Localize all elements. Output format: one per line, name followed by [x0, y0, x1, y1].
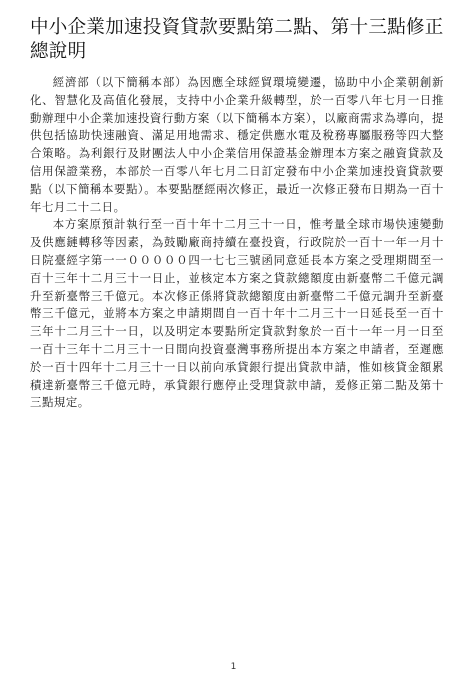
paragraph-background: 經濟部（以下簡稱本部）為因應全球經貿環境變遷，協助中小企業朝創新化、智慧化及高值化發展，支持中小企業升級轉型，於一百零八年七月一日推動辦理中小企業加速投資行動方案（以下簡稱本方案），以廠商需求為導向，提供包括協助快速融資、滿足用地需求、穩定供應水電及稅務專屬服務等四大整合策略。為利銀行及財團法人中小企業信用保證基金辦理本方案之融資貸款及信用保證業務，本部於一百零八年七月二日訂定發布中小企業加速投資貸款要點（以下簡稱本要點）。本要點歷經兩次修正，最近一次修正發布日期為一百十年七月二十二日。 [30, 75, 444, 214]
document-title: 中小企業加速投資貸款要點第二點、第十三點修正總說明 [30, 17, 444, 62]
page-number: 1 [230, 662, 237, 672]
document-body [30, 74, 444, 412]
paragraph-amendment: 本方案原預計執行至一百十年十二月三十一日，惟考量全球市場快速變動及供應鏈轉移等因素，為鼓勵廠商持續在臺投資，行政院於一百十一年一月十日院臺經字第一一０００００四一七七三號函同意延長本方案之受理期間至一百十三年十二月三十一日止，並核定本方案之貸款總額度由新臺幣二千億元調升至新臺幣三千億元。本次修正係將貸款總額度由新臺幣二千億元調升至新臺幣三千億元，並將本方案之申請期間自一百十年十二月三十一日延長至一百十三年十二月三十一日，以及明定本要點所定貸款對象於一百十一年一月一日至一百十三年十二月三十一日間向投資臺灣事務所提出本方案之申請者，至遲應於一百十四年十二月三十一日以前向承貸銀行提出貸款申請，惟如核貸金額累積達新臺幣三千億元時，承貸銀行應停止受理貸款申請，爰修正第二點及第十三點規定。 [30, 217, 444, 410]
